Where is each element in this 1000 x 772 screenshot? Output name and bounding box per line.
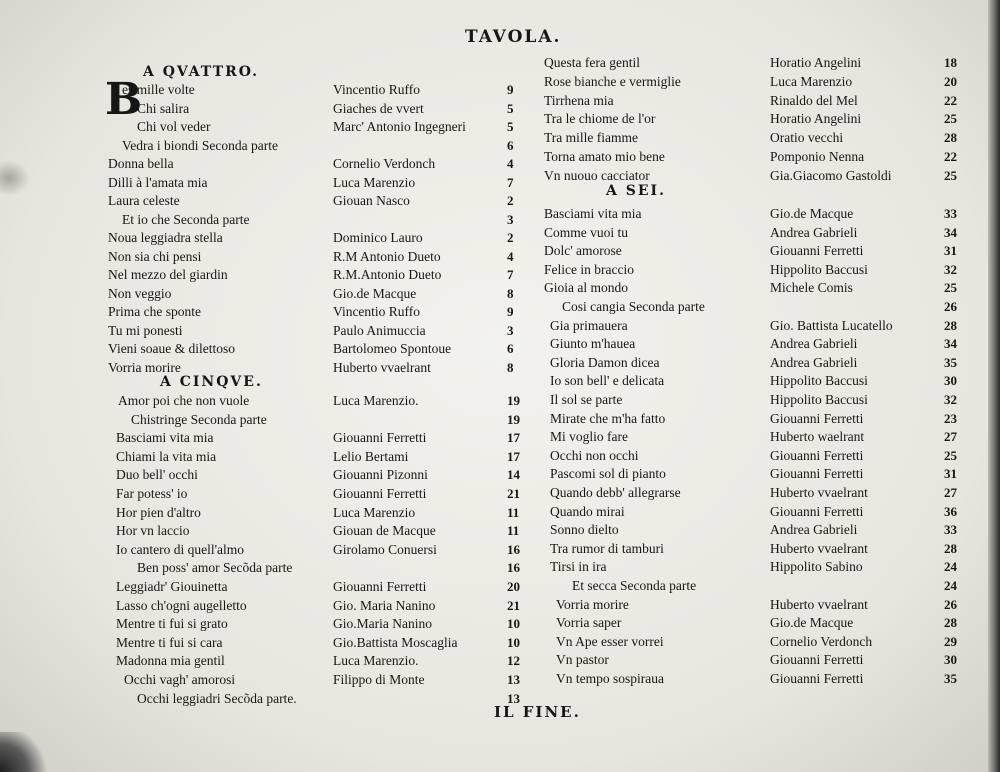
composer-name: Luca Marenzio. — [333, 393, 419, 408]
page-number: 10 — [507, 635, 520, 650]
page-number: 22 — [944, 149, 957, 164]
page-number: 35 — [944, 671, 957, 686]
song-title: Tra mille fiamme — [544, 130, 638, 145]
composer-name: Filippo di Monte — [333, 672, 425, 687]
page-number: 24 — [944, 559, 957, 574]
page-number: 4 — [507, 156, 514, 171]
song-title: Madonna mia gentil — [116, 653, 225, 668]
page-number: 7 — [507, 267, 514, 282]
ink-bleed-mark — [0, 160, 30, 196]
song-title: Vn Ape esser vorrei — [556, 634, 664, 649]
song-title: Gia primauera — [550, 318, 628, 333]
page-number: 30 — [944, 373, 957, 388]
page-number: 25 — [944, 280, 957, 295]
composer-name: Giouanni Ferretti — [770, 652, 864, 667]
page-number: 31 — [944, 466, 957, 481]
page-number: 5 — [507, 101, 514, 116]
page-number: 33 — [944, 522, 957, 537]
page-number: 19 — [507, 393, 520, 408]
composer-name: Huberto vvaelrant — [333, 360, 431, 375]
page-number: 29 — [944, 634, 957, 649]
composer-name: Giouanni Ferretti — [770, 671, 864, 686]
composer-name: Girolamo Conuersi — [333, 542, 437, 557]
composer-name: Huberto vvaelrant — [770, 597, 868, 612]
song-title: Gloria Damon dicea — [550, 355, 660, 370]
page-number: 6 — [507, 138, 514, 153]
page-number: 5 — [507, 119, 514, 134]
composer-name: Andrea Gabrieli — [770, 355, 858, 370]
page-number: 16 — [507, 542, 520, 557]
song-title: Non sia chi pensi — [108, 249, 202, 264]
composer-name: Giaches de vvert — [333, 101, 424, 116]
song-title: Vorria saper — [556, 615, 622, 630]
composer-name: Hippolito Baccusi — [770, 262, 868, 277]
song-title: Nel mezzo del giardin — [108, 267, 228, 282]
page-title: TAVOLA. — [465, 27, 562, 47]
song-title: Io son bell' e delicata — [550, 373, 665, 388]
page-number: 26 — [944, 597, 957, 612]
page-number: 32 — [944, 392, 957, 407]
composer-name: Gio.Maria Nanino — [333, 616, 432, 631]
song-title: Felice in braccio — [544, 262, 634, 277]
composer-name: Vincentio Ruffo — [333, 82, 421, 97]
song-title: Mi voglio fare — [550, 429, 628, 444]
composer-name: Giouanni Ferretti — [770, 448, 864, 463]
page-edge-shadow — [988, 0, 1000, 772]
song-title: Occhi vagh' amorosi — [124, 672, 236, 687]
song-title: Ben poss' amor Secõda parte — [137, 560, 293, 575]
page-number: 27 — [944, 429, 957, 444]
page-number: 23 — [944, 411, 957, 426]
composer-name: Luca Marenzio. — [333, 653, 419, 668]
section-heading-cinque: A CINQVE. — [160, 374, 263, 390]
page-number: 10 — [507, 616, 520, 631]
page-number: 13 — [507, 691, 520, 706]
song-title: Vorria morire — [556, 597, 629, 612]
song-title: Donna bella — [108, 156, 174, 171]
page-number: 21 — [507, 486, 520, 501]
page-number: 30 — [944, 652, 957, 667]
end-marker: IL FINE. — [494, 703, 581, 721]
page-number: 25 — [944, 111, 957, 126]
page-number: 18 — [944, 55, 957, 70]
composer-name: Bartolomeo Spontoue — [333, 341, 452, 356]
composer-name: Giouanni Ferretti — [770, 466, 864, 481]
page-number: 13 — [507, 672, 520, 687]
page-number: 9 — [507, 82, 514, 97]
page-number: 3 — [507, 212, 514, 227]
composer-name: Huberto vvaelrant — [770, 541, 868, 556]
page-number: 16 — [507, 560, 520, 575]
song-title: Io cantero di quell'almo — [116, 542, 245, 557]
page-number: 2 — [507, 193, 514, 208]
song-title: Chi vol veder — [137, 119, 211, 134]
composer-name: R.M.Antonio Dueto — [333, 267, 442, 282]
composer-name: Huberto waelrant — [770, 429, 865, 444]
page-number: 28 — [944, 541, 957, 556]
song-title: Duo bell' occhi — [116, 467, 198, 482]
page-number: 25 — [944, 448, 957, 463]
page-number: 8 — [507, 286, 514, 301]
page-number: 19 — [507, 412, 520, 427]
composer-name: Giouanni Ferretti — [333, 430, 427, 445]
corner-shadow — [0, 732, 48, 772]
song-title: Non veggio — [108, 286, 172, 301]
song-title: Et io che Seconda parte — [122, 212, 250, 227]
composer-name: Gio.Battista Moscaglia — [333, 635, 458, 650]
composer-name: Cornelio Verdonch — [333, 156, 436, 171]
song-title: Quando mirai — [550, 504, 625, 519]
composer-name: Luca Marenzio — [333, 505, 416, 520]
song-title: Occhi leggiadri Secõda parte. — [137, 691, 297, 706]
drop-cap-initial: B — [105, 74, 143, 125]
song-title: Tirrhena mia — [544, 93, 614, 108]
song-title: Tu mi ponesti — [108, 323, 183, 338]
song-title: Chistringe Seconda parte — [131, 412, 267, 427]
composer-name: Luca Marenzio — [770, 74, 853, 89]
page-number: 6 — [507, 341, 514, 356]
song-title: Sonno dielto — [550, 522, 619, 537]
composer-name: Oratio vecchi — [770, 130, 844, 145]
song-title: Chiami la vita mia — [116, 449, 217, 464]
song-title: Basciami vita mia — [116, 430, 214, 445]
song-title: Dilli à l'amata mia — [108, 175, 208, 190]
page-number: 28 — [944, 318, 957, 333]
composer-name: Giouanni Ferretti — [770, 243, 864, 258]
page-number: 21 — [507, 598, 520, 613]
song-title: es mille volte — [122, 82, 195, 97]
song-title: Mentre ti fui si cara — [116, 635, 223, 650]
song-title: Pascomi sol di pianto — [550, 466, 666, 481]
page-number: 20 — [944, 74, 957, 89]
song-title: Tra rumor di tamburi — [550, 541, 664, 556]
section-heading-quattro: A QVATTRO. — [143, 64, 260, 80]
composer-name: Luca Marenzio — [333, 175, 416, 190]
page-number: 31 — [944, 243, 957, 258]
song-title: Dolc' amorose — [544, 243, 622, 258]
composer-name: Hippolito Baccusi — [770, 373, 868, 388]
page-number: 24 — [944, 578, 957, 593]
song-title: Cosi cangia Seconda parte — [562, 299, 705, 314]
song-title: Mentre ti fui si grato — [116, 616, 228, 631]
page-number: 8 — [507, 360, 514, 375]
page-number: 35 — [944, 355, 957, 370]
page-number: 3 — [507, 323, 514, 338]
composer-name: Horatio Angelini — [770, 55, 862, 70]
page-number: 17 — [507, 449, 520, 464]
page-number: 9 — [507, 304, 514, 319]
page-number: 28 — [944, 615, 957, 630]
composer-name: Paulo Animuccia — [333, 323, 426, 338]
composer-name: Lelio Bertami — [333, 449, 409, 464]
song-title: Giunto m'hauea — [550, 336, 636, 351]
composer-name: Giouanni Ferretti — [333, 579, 427, 594]
song-title: Tirsi in ira — [550, 559, 607, 574]
song-title: Vn tempo sospiraua — [556, 671, 664, 686]
composer-name: Gio.de Macque — [770, 615, 854, 630]
song-title: Hor pien d'altro — [116, 505, 201, 520]
song-title: Hor vn laccio — [116, 523, 190, 538]
composer-name: Michele Comis — [770, 280, 853, 295]
song-title: Vn nuouo cacciator — [544, 168, 650, 183]
page-number: 36 — [944, 504, 957, 519]
song-title: Torna amato mio bene — [544, 149, 665, 164]
song-title: Lasso ch'ogni augelletto — [116, 598, 247, 613]
page-number: 26 — [944, 299, 957, 314]
composer-name: Cornelio Verdonch — [770, 634, 873, 649]
composer-name: R.M Antonio Dueto — [333, 249, 441, 264]
song-title: Il sol se parte — [550, 392, 623, 407]
page-number: 14 — [507, 467, 520, 482]
song-title: Occhi non occhi — [550, 448, 639, 463]
song-title: Comme vuoi tu — [544, 225, 628, 240]
composer-name: Giouan Nasco — [333, 193, 410, 208]
composer-name: Andrea Gabrieli — [770, 522, 858, 537]
composer-name: Marc' Antonio Ingegneri — [333, 119, 466, 134]
composer-name: Giouanni Ferretti — [333, 486, 427, 501]
page-number: 7 — [507, 175, 514, 190]
song-title: Chi salira — [137, 101, 190, 116]
song-title: Prima che sponte — [108, 304, 201, 319]
song-title: Gioia al mondo — [544, 280, 628, 295]
composer-name: Andrea Gabrieli — [770, 336, 858, 351]
composer-name: Giouanni Ferretti — [770, 411, 864, 426]
song-title: Noua leggiadra stella — [108, 230, 223, 245]
page-number: 11 — [507, 523, 520, 538]
song-title: Vn pastor — [556, 652, 609, 667]
page-number: 17 — [507, 430, 520, 445]
page-number: 33 — [944, 206, 957, 221]
song-title: Vedra i biondi Seconda parte — [122, 138, 278, 153]
page-number: 2 — [507, 230, 514, 245]
song-title: Et secca Seconda parte — [572, 578, 697, 593]
composer-name: Gio. Maria Nanino — [333, 598, 436, 613]
composer-name: Hippolito Sabino — [770, 559, 863, 574]
composer-name: Horatio Angelini — [770, 111, 862, 126]
song-title: Vorria morire — [108, 360, 181, 375]
composer-name: Gio.de Macque — [333, 286, 417, 301]
page-number: 22 — [944, 93, 957, 108]
composer-name: Gia.Giacomo Gastoldi — [770, 168, 892, 183]
page-number: 27 — [944, 485, 957, 500]
page-number: 11 — [507, 505, 520, 520]
song-title: Far potess' io — [116, 486, 188, 501]
page-number: 32 — [944, 262, 957, 277]
composer-name: Hippolito Baccusi — [770, 392, 868, 407]
page-number: 4 — [507, 249, 514, 264]
composer-name: Giouan de Macque — [333, 523, 436, 538]
page-number: 20 — [507, 579, 520, 594]
song-title: Questa fera gentil — [544, 55, 640, 70]
page-number: 12 — [507, 653, 520, 668]
song-title: Basciami vita mia — [544, 206, 642, 221]
song-title: Quando debb' allegrarse — [550, 485, 681, 500]
page-number: 34 — [944, 336, 957, 351]
composer-name: Andrea Gabrieli — [770, 225, 858, 240]
song-title: Tra le chiome de l'or — [544, 111, 656, 126]
page-number: 28 — [944, 130, 957, 145]
page-number: 34 — [944, 225, 957, 240]
composer-name: Vincentio Ruffo — [333, 304, 421, 319]
composer-name: Huberto vvaelrant — [770, 485, 868, 500]
composer-name: Giouanni Pizonni — [333, 467, 428, 482]
section-heading-sei: A SEI. — [606, 183, 666, 199]
composer-name: Gio. Battista Lucatello — [770, 318, 893, 333]
composer-name: Pomponio Nenna — [770, 149, 865, 164]
composer-name: Gio.de Macque — [770, 206, 854, 221]
song-title: Leggiadr' Giouinetta — [116, 579, 228, 594]
song-title: Laura celeste — [108, 193, 180, 208]
composer-name: Dominico Lauro — [333, 230, 423, 245]
song-title: Rose bianche e vermiglie — [544, 74, 681, 89]
song-title: Amor poi che non vuole — [118, 393, 250, 408]
composer-name: Rinaldo del Mel — [770, 93, 858, 108]
composer-name: Giouanni Ferretti — [770, 504, 864, 519]
page-number: 25 — [944, 168, 957, 183]
song-title: Vieni soaue & dilettoso — [108, 341, 236, 356]
song-title: Mirate che m'ha fatto — [550, 411, 666, 426]
